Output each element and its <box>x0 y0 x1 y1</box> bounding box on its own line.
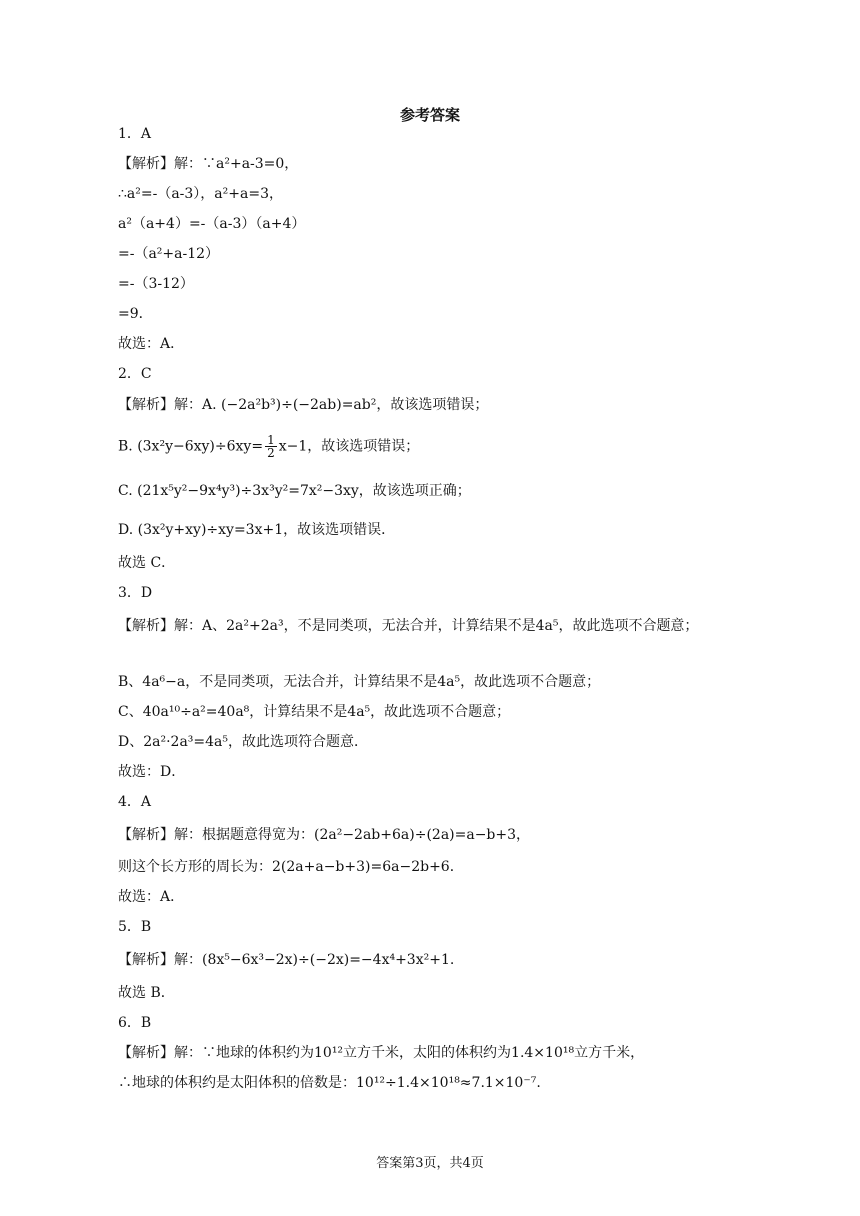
page-footer: 答案第3页，共4页 <box>376 1156 484 1171</box>
q2-conclusion: 故选 C． <box>118 555 176 571</box>
q3-conclusion: 故选：D． <box>118 764 186 780</box>
q3-option-b: B、4a⁶−a，不是同类项，无法合并，计算结果不是4a⁵，故此选项不合题意； <box>118 674 601 690</box>
q2-option-b <box>118 434 419 459</box>
q5-line-1: 【解析】解：(8x⁵−6x³−2x)÷(−2x)=−4x⁴+3x²+1. <box>118 952 455 968</box>
q6-line-2: ∴地球的体积约是太阳体积的倍数是：10¹²÷1.4×10¹⁸≈7.1×10⁻⁷. <box>118 1075 541 1091</box>
q1-line-3: a²（a+4）=-（a-3）（a+4） <box>118 216 306 232</box>
q2-option-b-tail: x−1，故该选项错误； <box>278 438 420 455</box>
q1-line-1: 【解析】解：∵a²+a-3=0， <box>118 156 299 172</box>
q1-line-4: =-（a²+a-12） <box>118 246 220 262</box>
q4-line-1: 【解析】解：根据题意得宽为：(2a²−2ab+6a)÷(2a)=a−b+3， <box>118 827 531 843</box>
q2-option-b-text: B. (3x²y−6xy)÷6xy= <box>118 438 264 455</box>
q5-conclusion: 故选 B． <box>118 985 175 1001</box>
q6-header: 6．B <box>118 1015 152 1031</box>
q1-line-2: ∴a²=-（a-3），a²+a=3， <box>118 186 283 202</box>
q1-line-6: =9． <box>118 306 153 322</box>
q1-header: 1．A <box>118 126 152 142</box>
q1-line-5: =-（3-12） <box>118 276 194 292</box>
q3-option-d: D、2a²·2a³=4a⁵，故此选项符合题意． <box>118 734 369 750</box>
q2-header: 2．C <box>118 366 152 382</box>
q3-header: 3．D <box>118 585 153 601</box>
q4-line-2: 则这个长方形的周长为：2(2a+a−b+3)=6a−2b+6． <box>118 859 464 875</box>
q6-line-1: 【解析】解：∵地球的体积约为10¹²立方千米，太阳的体积约为1.4×10¹⁸立方千米， <box>118 1045 645 1061</box>
q2-fraction-numerator: 1 <box>267 433 275 447</box>
page-title: 参考答案 <box>399 106 460 124</box>
q1-conclusion: 故选：A． <box>118 336 185 352</box>
q5-header: 5．B <box>118 919 152 935</box>
q3-option-c: C、40a¹⁰÷a²=40a⁸，计算结果不是4a⁵，故此选项不合题意； <box>118 704 511 720</box>
q4-header: 4．A <box>118 794 152 810</box>
q2-option-a: 【解析】解：A. (−2a²b³)÷(−2ab)=ab²，故该选项错误； <box>118 397 489 413</box>
q2-option-c: C. (21x⁵y²−9x⁴y³)÷3x³y²=7x²−3xy，故该选项正确； <box>118 483 471 499</box>
q4-conclusion: 故选：A． <box>118 889 185 905</box>
q3-option-a: 【解析】解：A、2a²+2a³，不是同类项，无法合并，计算结果不是4a⁵，故此选项不合题意； <box>118 618 699 634</box>
q2-option-d: D. (3x²y+xy)÷xy=3x+1，故该选项错误． <box>118 522 396 538</box>
q2-fraction <box>265 434 277 459</box>
q2-fraction-denominator: 2 <box>267 446 275 460</box>
